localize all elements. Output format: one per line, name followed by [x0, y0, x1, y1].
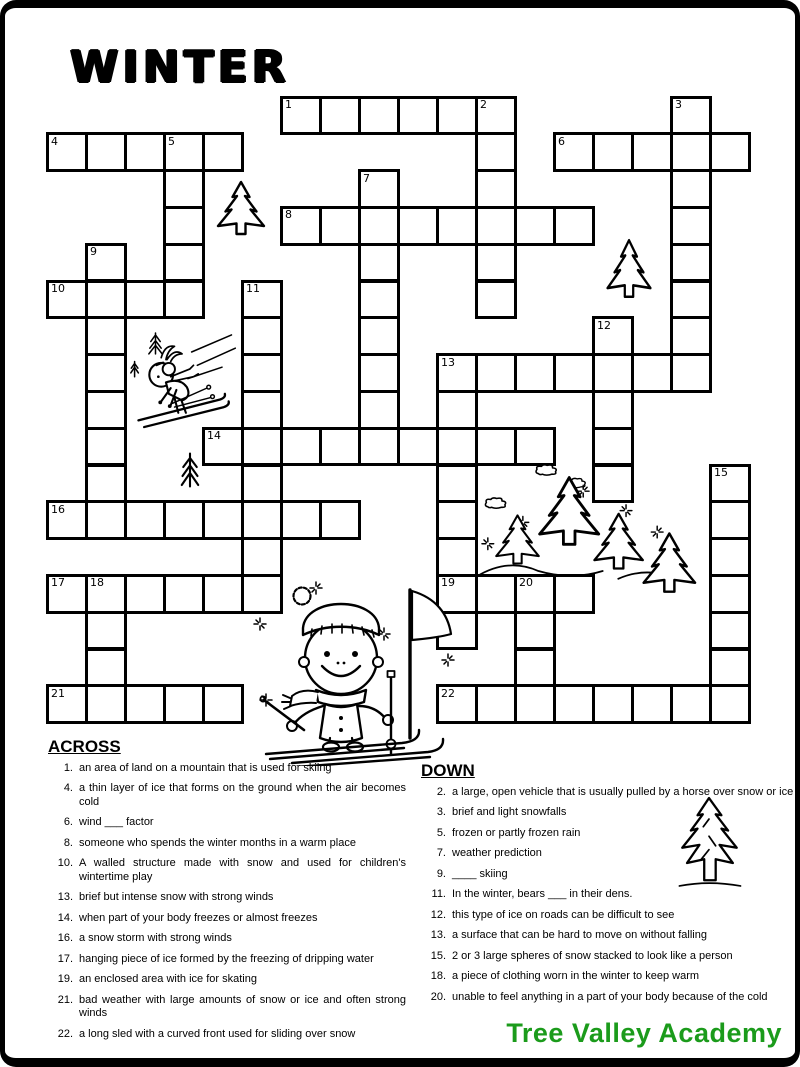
grid-cell[interactable] [475, 132, 517, 172]
clue-number: 2. [436, 785, 446, 798]
grid-cell[interactable] [85, 390, 127, 430]
grid-cell[interactable] [202, 500, 244, 540]
grid-number-13: 13 [441, 355, 455, 369]
pine-tree-icon [211, 179, 271, 237]
grid-cell[interactable] [85, 353, 127, 393]
grid-cell[interactable] [241, 427, 283, 467]
clue-number: 19. [57, 973, 73, 985]
clue-number: 13. [57, 891, 73, 903]
grid-number-21: 21 [51, 686, 65, 700]
page-title: WINTER [70, 42, 290, 93]
grid-cell[interactable] [514, 206, 556, 246]
across-clue-16 [46, 932, 406, 946]
grid-cell[interactable] [514, 611, 556, 651]
grid-number-16: 16 [51, 502, 65, 516]
down-clue-list [419, 786, 794, 1005]
grid-cell[interactable] [670, 280, 712, 320]
grid-number-4: 4 [51, 134, 58, 148]
grid-cell[interactable] [514, 648, 556, 688]
clue-number: 10. [57, 857, 73, 869]
grid-number-7: 7 [363, 171, 370, 185]
clue-text: an area of land on a mountain that is used for skiing [79, 761, 332, 774]
clue-text: unable to feel anything in a part of your body because of the cold [452, 990, 768, 1003]
grid-cell[interactable] [358, 96, 400, 136]
down-header: DOWN [421, 761, 475, 780]
grid-cell[interactable] [553, 206, 595, 246]
grid-cell[interactable] [592, 427, 634, 467]
grid-cell[interactable] [475, 574, 517, 614]
clue-text: when part of your body freezes or almost freezes [79, 911, 318, 924]
grid-cell[interactable] [241, 500, 283, 540]
grid-cell[interactable] [592, 132, 634, 172]
clue-number: 1. [63, 761, 73, 774]
sketch-tree-icon [131, 333, 162, 377]
down-clue-20 [419, 991, 794, 1005]
grid-cell[interactable] [85, 500, 127, 540]
grid-number-14: 14 [207, 429, 221, 443]
clue-number: 7. [436, 847, 446, 859]
down-clue-11 [419, 888, 794, 902]
clue-number: 21. [57, 993, 73, 1006]
winter-hat [303, 604, 379, 635]
grid-number-12: 12 [597, 318, 611, 332]
grid-cell[interactable] [241, 390, 283, 430]
grid-cell[interactable] [358, 243, 400, 283]
grid-number-1: 1 [285, 98, 292, 111]
grid-cell[interactable] [241, 464, 283, 504]
clue-number: 9. [436, 867, 446, 880]
grid-cell[interactable] [709, 500, 751, 540]
grid-number-6: 6 [558, 134, 565, 148]
grid-cell[interactable] [475, 243, 517, 283]
grid-cell[interactable] [202, 684, 244, 724]
clue-number: 5. [436, 826, 446, 839]
grid-cell[interactable] [241, 574, 283, 614]
clue-number: 8. [63, 836, 73, 849]
grid-cell[interactable] [241, 537, 283, 577]
grid-cell[interactable] [163, 243, 205, 283]
clue-text: this type of ice on roads can be difficult to see [452, 908, 675, 921]
pine-tree-icon [601, 237, 657, 300]
grid-cell[interactable] [163, 574, 205, 614]
clue-text: someone who spends the winter months in a warm place [79, 836, 356, 849]
sparkle-icon [482, 485, 663, 549]
clue-number: 11. [431, 888, 446, 900]
pompom [294, 588, 311, 605]
clue-text: a surface that can be hard to move on without falling [452, 929, 707, 941]
grid-cell[interactable] [85, 280, 127, 320]
clue-number: 14. [57, 911, 73, 924]
brand-footer: Tree Valley Academy [506, 1018, 782, 1048]
clue-text: A walled structure made with snow and used for children's wintertime play [79, 857, 406, 883]
across-clue-17 [46, 953, 406, 967]
grid-number-8: 8 [285, 208, 292, 222]
grid-cell[interactable] [475, 206, 517, 246]
grid-cell[interactable] [397, 206, 439, 246]
grid-cell[interactable] [709, 684, 751, 724]
grid-cell[interactable] [553, 684, 595, 724]
clue-text: ____ skiing [452, 867, 508, 880]
clue-text: hanging piece of ice formed by the freezing of dripping water [79, 952, 374, 965]
grid-cell[interactable] [436, 500, 478, 540]
across-clue-22 [46, 1028, 406, 1042]
across-clue-1 [46, 762, 406, 776]
grid-cell[interactable] [319, 96, 361, 136]
clue-text: frozen or partly frozen rain [452, 826, 581, 839]
grid-cell[interactable] [436, 390, 478, 430]
grid-cell[interactable] [514, 684, 556, 724]
grid-number-10: 10 [51, 282, 65, 295]
down-clue-2 [419, 786, 794, 800]
grid-number-15: 15 [714, 466, 728, 479]
grid-cell[interactable] [475, 280, 517, 320]
sketch-tree-icon [180, 452, 200, 488]
grid-cell[interactable] [397, 427, 439, 467]
grid-cell[interactable] [319, 206, 361, 246]
grid-number-5: 5 [168, 134, 175, 148]
grid-cell[interactable] [358, 206, 400, 246]
grid-cell[interactable] [631, 353, 673, 393]
across-clue-4 [46, 782, 406, 809]
clue-number: 3. [436, 806, 446, 818]
grid-cell[interactable] [436, 427, 478, 467]
grid-cell[interactable] [631, 684, 673, 724]
down-clue-12 [419, 909, 794, 923]
across-clues-section [46, 737, 406, 1048]
clue-text: brief but intense snow with strong winds [79, 891, 274, 903]
grid-cell[interactable] [670, 206, 712, 246]
grid-cell[interactable] [592, 464, 634, 504]
grid-number-11: 11 [246, 282, 260, 295]
clue-text: an enclosed area with ice for skating [79, 973, 257, 985]
down-clue-18 [419, 970, 794, 984]
grid-cell[interactable] [592, 390, 634, 430]
grid-cell[interactable] [85, 464, 127, 504]
grid-cell[interactable] [397, 96, 439, 136]
grid-cell[interactable] [163, 684, 205, 724]
grid-number-2: 2 [480, 98, 487, 111]
clue-number: 20. [430, 990, 446, 1003]
grid-cell[interactable] [85, 132, 127, 172]
down-clue-3 [419, 806, 794, 820]
grid-cell[interactable] [709, 574, 751, 614]
clue-number: 4. [63, 782, 73, 794]
speed-lines [188, 335, 236, 379]
grid-number-22: 22 [441, 686, 455, 700]
grid-cell[interactable] [436, 537, 478, 577]
grid-cell[interactable] [163, 169, 205, 209]
grid-cell[interactable] [85, 316, 127, 356]
grid-cell[interactable] [124, 132, 166, 172]
grid-cell[interactable] [475, 427, 517, 467]
grid-cell[interactable] [670, 132, 712, 172]
grid-cell[interactable] [163, 500, 205, 540]
grid-cell[interactable] [475, 169, 517, 209]
sparkle-icon [254, 582, 454, 706]
grid-cell[interactable] [670, 169, 712, 209]
down-clue-13 [419, 929, 794, 943]
grid-cell[interactable] [241, 316, 283, 356]
grid-number-20: 20 [519, 576, 533, 590]
grid-cell[interactable] [319, 500, 361, 540]
grid-cell[interactable] [514, 427, 556, 467]
grid-cell[interactable] [358, 353, 400, 393]
grid-cell[interactable] [85, 684, 127, 724]
grid-cell[interactable] [553, 574, 595, 614]
clue-text: wind ___ factor [79, 816, 154, 828]
clue-number: 13. [430, 929, 446, 941]
grid-cell[interactable] [358, 316, 400, 356]
clue-number: 18. [430, 970, 446, 982]
grid-cell[interactable] [280, 500, 322, 540]
clue-number: 17. [57, 952, 73, 965]
grid-cell[interactable] [670, 243, 712, 283]
grid-number-17: 17 [51, 576, 65, 590]
clue-text: a thin layer of ice that forms on the ground when the air becomes cold [79, 782, 406, 808]
down-clue-5 [419, 827, 794, 841]
grid-cell[interactable] [358, 280, 400, 320]
grid-cell[interactable] [319, 427, 361, 467]
downhill-skier-illustration [127, 327, 241, 434]
grid-cell[interactable] [85, 611, 127, 651]
grid-cell[interactable] [241, 353, 283, 393]
across-clue-13 [46, 891, 406, 905]
clue-text: weather prediction [452, 847, 542, 859]
across-clue-14 [46, 912, 406, 926]
grid-cell[interactable] [553, 353, 595, 393]
clue-number: 16. [57, 932, 73, 944]
grid-cell[interactable] [592, 684, 634, 724]
clue-text: a long sled with a curved front used for sliding over snow [79, 1027, 356, 1040]
grid-cell[interactable] [436, 96, 478, 136]
grid-number-18: 18 [90, 576, 104, 590]
grid-cell[interactable] [709, 611, 751, 651]
clue-text: a large, open vehicle that is usually pulled by a horse over snow or ice [452, 785, 794, 798]
grid-cell[interactable] [436, 464, 478, 504]
clue-text: 2 or 3 large spheres of snow stacked to look like a person [452, 949, 733, 962]
grid-cell[interactable] [670, 684, 712, 724]
clue-number: 15. [430, 949, 446, 962]
grid-cell[interactable] [124, 500, 166, 540]
across-clue-19 [46, 973, 406, 987]
grid-cell[interactable] [85, 427, 127, 467]
grid-cell[interactable] [709, 132, 751, 172]
grid-cell[interactable] [124, 574, 166, 614]
grid-cell[interactable] [85, 648, 127, 688]
across-clue-6 [46, 816, 406, 830]
clue-text: bad weather with large amounts of snow or ice and often strong winds [79, 993, 406, 1019]
scarf [316, 690, 366, 706]
across-clue-10 [46, 857, 406, 884]
grid-number-19: 19 [441, 576, 455, 590]
clue-number: 22. [57, 1027, 73, 1040]
down-clue-7 [419, 847, 794, 861]
clue-text: brief and light snowfalls [452, 806, 567, 818]
down-clues-section [419, 761, 794, 1011]
grid-cell[interactable] [475, 353, 517, 393]
grid-cell[interactable] [358, 427, 400, 467]
grid-cell[interactable] [436, 611, 478, 651]
grid-cell[interactable] [163, 280, 205, 320]
across-clue-list [46, 762, 406, 1042]
grid-cell[interactable] [436, 206, 478, 246]
grid-cell[interactable] [202, 574, 244, 614]
grid-cell[interactable] [592, 353, 634, 393]
grid-cell[interactable] [709, 537, 751, 577]
across-clue-21 [46, 994, 406, 1021]
across-header: ACROSS [48, 737, 121, 756]
grid-cell[interactable] [475, 684, 517, 724]
grid-cell[interactable] [202, 132, 244, 172]
grid-number-3: 3 [675, 98, 682, 111]
cloud-icon [485, 465, 585, 508]
clue-number: 6. [63, 816, 73, 828]
clue-text: a snow storm with strong winds [79, 932, 232, 944]
grid-cell[interactable] [670, 316, 712, 356]
clue-number: 12. [430, 908, 446, 921]
grid-cell[interactable] [124, 684, 166, 724]
down-clue-9 [419, 868, 794, 882]
grid-cell[interactable] [631, 132, 673, 172]
grid-cell[interactable] [163, 206, 205, 246]
grid-cell[interactable] [670, 353, 712, 393]
grid-cell[interactable] [358, 390, 400, 430]
across-clue-8 [46, 837, 406, 851]
grid-cell[interactable] [709, 648, 751, 688]
grid-cell[interactable] [280, 427, 322, 467]
grid-number-9: 9 [90, 245, 97, 259]
grid-cell[interactable] [514, 353, 556, 393]
down-clue-15 [419, 950, 794, 964]
clue-text: In the winter, bears ___ in their dens. [452, 888, 633, 900]
clue-text: a piece of clothing worn in the winter to keep warm [452, 970, 700, 982]
grid-cell[interactable] [124, 280, 166, 320]
